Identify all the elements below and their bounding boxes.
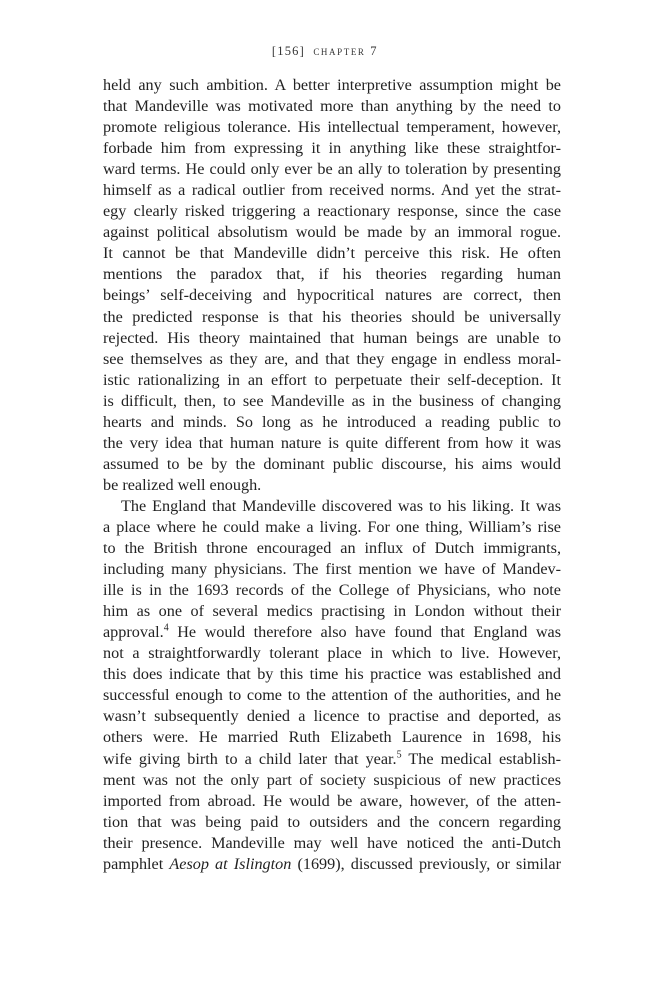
running-head — [0, 44, 650, 59]
text-line: wasn’t subsequently denied a licence to practise and deported, as — [103, 707, 561, 726]
text-line: beings’ self-deceiving and hypocritical natures are correct, then — [103, 286, 561, 305]
text-line: to the British throne encouraged an influx of Dutch immigrants, — [103, 539, 561, 558]
text-line: him as one of several medics practising in London without their — [103, 602, 561, 621]
text-line: ille is in the 1693 records of the College of Physicians, who note — [103, 581, 561, 600]
footnote-marker-4[interactable]: 4 — [163, 622, 169, 634]
text-line: tion that was being paid to outsiders and the concern regarding — [103, 812, 561, 831]
text-fragment: pamphlet — [103, 854, 164, 873]
text-fragment: He would therefore also have found that England was — [168, 623, 561, 642]
text-line: ment was not the only part of society suspicious of new practices — [103, 770, 561, 789]
text-line: mentions the paradox that, if his theories regarding human — [103, 265, 561, 284]
footnote-marker-5[interactable]: 5 — [396, 749, 402, 761]
text-fragment: wife giving birth to a child later that year. — [103, 749, 397, 768]
text-line: It cannot be that Mandeville didn’t perceive this risk. He often — [103, 244, 561, 263]
text-line: egy clearly risked triggering a reactionary response, since the case — [103, 202, 561, 221]
text-line: against political absolutism would be made by an immoral rogue. — [103, 223, 561, 242]
text-line: hearts and minds. So long as he introduced a reading public to — [103, 412, 561, 431]
page-number: [156] — [271, 44, 305, 58]
text-line — [103, 622, 561, 643]
text-fragment: The medical establish- — [401, 749, 561, 768]
text-line: assumed to be by the dominant public discourse, his aims would — [103, 454, 561, 473]
text-line: rejected. His theory maintained that human beings are unable to — [103, 328, 561, 347]
text-line: the predicted response is that his theories should be universally — [103, 307, 561, 326]
text-line: held any such ambition. A better interpretive assumption might be — [103, 76, 561, 94]
text-fragment: approval. — [103, 623, 164, 642]
text-line: The England that Mandeville discovered was to his liking. It was — [121, 496, 561, 515]
text-fragment: (1699), discussed previously, or similar — [291, 854, 561, 873]
text-line: istic rationalizing in an effort to perpetuate their self-deception. It — [103, 370, 561, 389]
text-line: their presence. Mandeville may well have noticed the anti-Dutch — [103, 833, 561, 852]
paragraph-1 — [103, 75, 561, 496]
text-line: not a straightforwardly tolerant place in which to live. However, — [103, 644, 561, 663]
italic-title: Aesop at Islington — [169, 854, 292, 873]
text-line: himself as a radical outlier from received norms. And yet the strat- — [103, 181, 561, 200]
text-line: others were. He married Ruth Elizabeth Laurence in 1698, his — [103, 728, 561, 747]
text-line: a place where he could make a living. For one thing, William’s rise — [103, 517, 561, 536]
text-line: is difficult, then, to see Mandeville as in the business of changing — [103, 391, 561, 410]
text-line: be realized well enough. — [103, 475, 262, 494]
text-line: that Mandeville was motivated more than anything by the need to — [103, 97, 561, 116]
text-line — [103, 749, 561, 770]
body-text — [103, 75, 561, 875]
text-line: forbade him from expressing it in anything like these straightfor- — [103, 139, 561, 158]
text-line: including many physicians. The first mention we have of Mandev- — [103, 560, 561, 579]
text-line: promote religious tolerance. His intellectual temperament, however, — [103, 118, 561, 137]
paragraph-2 — [103, 496, 561, 875]
text-line — [103, 854, 561, 875]
text-line: this does indicate that by this time his practice was established and — [103, 665, 561, 684]
text-line: successful enough to come to the attention of the authorities, and he — [103, 686, 561, 705]
text-line: see themselves as they are, and that they engage in endless moral- — [103, 349, 561, 368]
text-line: imported from abroad. He would be aware, however, of the atten- — [103, 791, 561, 810]
chapter-label: chapter 7 — [313, 44, 379, 58]
text-line: ward terms. He could only ever be an ally to toleration by presenting — [103, 160, 561, 179]
text-line: the very idea that human nature is quite different from how it was — [103, 433, 561, 452]
